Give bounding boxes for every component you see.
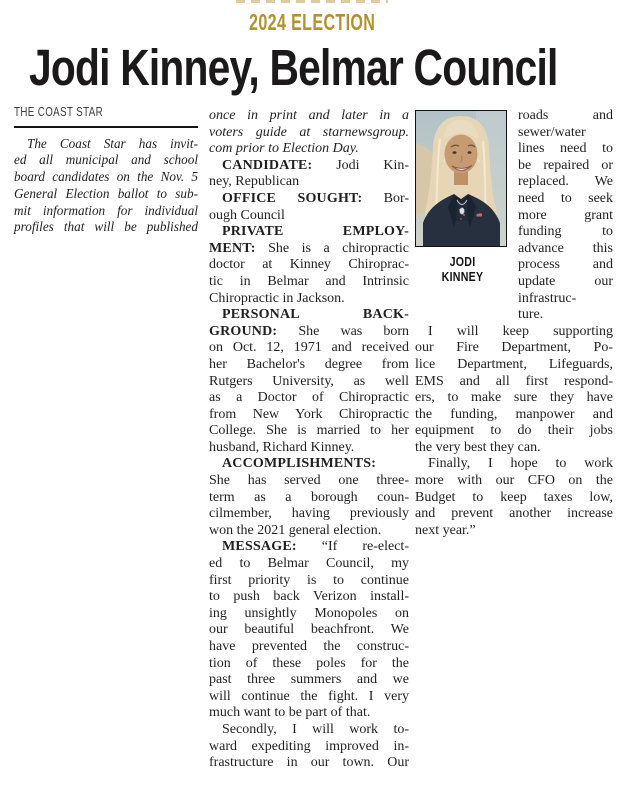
text-line: PERSONAL BACK- <box>222 307 409 323</box>
text-line: replaced. We <box>518 174 613 190</box>
text-line: ed to Belmar Council, my <box>209 556 409 572</box>
text-line: process and <box>518 257 613 273</box>
text-line: sewer/water <box>518 124 586 140</box>
text-line: won the 2021 general election. <box>209 522 382 538</box>
text-line: our Fire Department, Po- <box>415 340 613 356</box>
candidate-photo-figure <box>415 110 510 322</box>
text-line: ward expediting improved in- <box>209 738 409 754</box>
text-line: lice Department, Lifeguards, <box>415 356 613 372</box>
kicker: 2024 ELECTION <box>248 9 376 35</box>
text-line: equipment to do their jobs <box>415 423 613 439</box>
text-line: frastructure in our town. Our <box>209 755 409 771</box>
column-middle <box>209 108 409 772</box>
text-line: her Bachelor's degree from <box>209 356 409 372</box>
candidate-photo <box>416 111 506 246</box>
text-line: Secondly, I will work to- <box>222 721 409 737</box>
text-line: Budget to keep taxes low, <box>415 489 613 505</box>
text-line: from New York Chiropractic <box>209 406 409 422</box>
paragraph <box>209 722 409 772</box>
text-line: com prior to Election Day. <box>209 141 359 157</box>
text-line: cilmember, having previously <box>209 506 409 522</box>
text-line: MESSAGE: “If re-elect- <box>222 539 409 555</box>
text-line: tion of these poles for the <box>209 655 409 671</box>
text-line: on Oct. 12, 1971 and received <box>209 340 409 356</box>
text-line: profiles that will be published <box>14 219 198 235</box>
text-line: CANDIDATE: Jodi Kin- <box>222 157 409 173</box>
text-line: MENT: She is a chiropractic <box>209 240 409 256</box>
photo-caption-line1: JODI <box>449 255 476 269</box>
photo-caption <box>415 255 510 285</box>
text-line: as a Doctor of Chiropractic <box>209 390 409 406</box>
text-line: She has served one three- <box>209 473 409 489</box>
text-line: next year.” <box>415 522 476 538</box>
paragraph <box>209 224 409 307</box>
middle-paragraphs <box>209 108 409 772</box>
text-line: mit information for individual <box>14 202 198 218</box>
text-line: voters guide at starnewsgroup. <box>209 124 409 140</box>
paragraph <box>209 108 409 158</box>
text-line: husband, Richard Kinney. <box>209 439 355 455</box>
text-line: the very best they can. <box>415 439 541 455</box>
text-line: College. She is married to her <box>209 423 409 439</box>
text-line: term as a borough coun- <box>209 489 409 505</box>
text-line: ough Council <box>209 207 285 223</box>
kicker-row <box>0 9 624 36</box>
paragraph <box>209 307 409 456</box>
cropped-text-artifact <box>236 0 388 3</box>
text-line: advance this <box>518 240 613 256</box>
text-line: have prevented the construc- <box>209 639 409 654</box>
text-line: General Election ballot to sub- <box>14 185 198 201</box>
text-line: first priority is to continue <box>209 572 409 588</box>
text-line: EMS and all first respond- <box>415 373 613 389</box>
text-line: PRIVATE EMPLOY- <box>222 224 409 240</box>
byline-rule <box>14 126 198 128</box>
text-line: doctor at Kinney Chiroprac- <box>209 257 409 273</box>
text-line: to push back Verizon install- <box>209 589 409 605</box>
text-line: Finally, I hope to work <box>428 456 613 472</box>
text-line: lines need to <box>518 141 613 157</box>
paragraph <box>14 136 198 236</box>
text-line: ing unsightly Monopoles on <box>209 605 409 621</box>
column-right <box>415 108 613 539</box>
headline: Jodi Kinney, Belmar Council <box>29 39 558 96</box>
column-left <box>14 104 198 236</box>
text-line: I will keep supporting <box>428 323 613 339</box>
paragraph <box>209 191 409 224</box>
left-paragraphs <box>14 136 198 236</box>
text-line: The Coast Star has invit- <box>27 135 198 151</box>
text-line: once in print and later in a <box>209 108 409 123</box>
text-line: the funding, manpower and <box>415 406 613 422</box>
text-line: tic in Belmar and Intrinsic <box>209 273 409 289</box>
text-line: more grant <box>518 207 613 223</box>
text-line: much want to be part of that. <box>209 705 371 721</box>
text-line: GROUND: She was born <box>209 323 409 339</box>
text-line: ed all municipal and school <box>14 152 198 168</box>
text-line: infrastruc- <box>518 290 577 306</box>
text-line: will continue the fight. I very <box>209 688 409 704</box>
text-line: our beautiful beachfront. We <box>209 622 409 638</box>
paragraph <box>209 539 409 722</box>
paragraph <box>415 456 613 539</box>
text-line: ney, Republican <box>209 174 300 190</box>
text-line: update our <box>518 273 613 289</box>
photo-caption-line2: KINNEY <box>441 270 484 284</box>
paragraph <box>415 324 613 457</box>
text-line: Rutgers University, as well <box>209 373 409 389</box>
text-line: ture. <box>518 307 544 323</box>
text-line: and prevent another increase <box>415 506 613 522</box>
text-line: Chiropractic in Jackson. <box>209 290 345 306</box>
text-line: need to seek <box>518 190 613 206</box>
text-line: roads and <box>518 108 613 123</box>
text-line: ers, to make sure they have <box>415 390 613 406</box>
paragraph <box>209 158 409 191</box>
text-line: past three summers and we <box>209 672 409 688</box>
text-line: more with our CFO on the <box>415 473 613 489</box>
paragraph <box>209 456 409 539</box>
candidate-photo-frame <box>415 110 507 247</box>
text-line: board candidates on the Nov. 5 <box>14 169 198 185</box>
byline: THE COAST STAR <box>14 105 104 119</box>
text-line: OFFICE SOUGHT: Bor- <box>222 190 409 206</box>
text-line: be repaired or <box>518 157 613 173</box>
text-line: funding to <box>518 224 613 240</box>
text-line: ACCOMPLISHMENTS: <box>222 456 377 472</box>
